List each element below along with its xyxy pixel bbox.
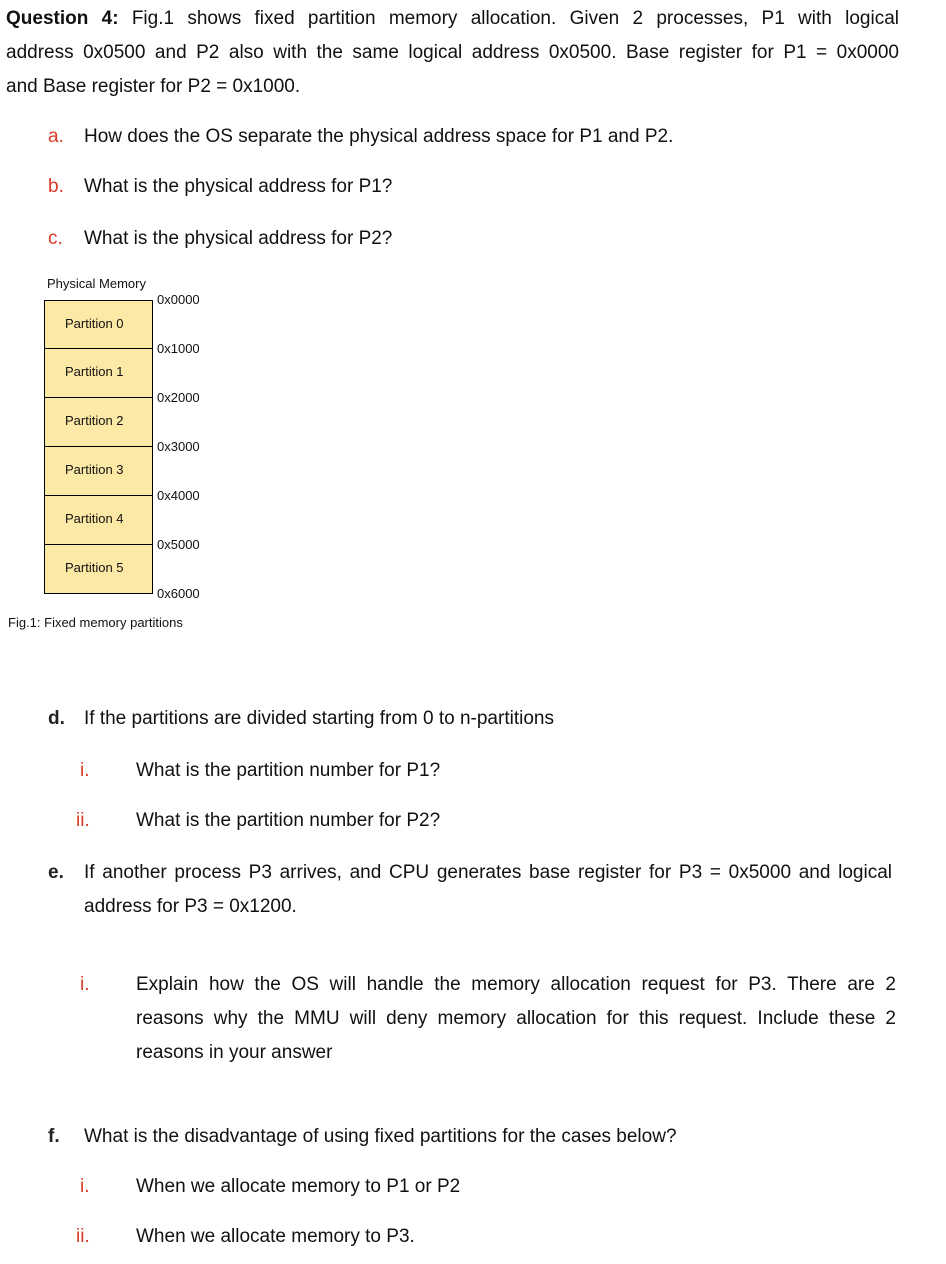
address-label: 0x0000 [157,292,200,307]
partition-3: Partition 3 [44,447,153,496]
question-label: Question 4: [6,8,119,29]
intro-line-2: address 0x0500 and P2 also with the same logical address 0x0500. Base register for P1 = 0x0000 [6,42,899,63]
part-e-marker: e. [48,862,64,883]
part-b-text: What is the physical address for P1? [84,176,393,197]
figure-title: Physical Memory [47,276,146,291]
figure-caption: Fig.1: Fixed memory partitions [8,615,183,630]
part-a-marker: a. [48,126,64,147]
part-f-ii-marker: ii. [76,1226,90,1247]
address-label: 0x5000 [157,537,200,552]
part-c-marker: c. [48,228,63,249]
part-f-marker: f. [48,1126,60,1147]
part-d-marker: d. [48,708,65,729]
part-d-i-marker: i. [80,760,90,781]
part-a-text: How does the OS separate the physical address space for P1 and P2. [84,126,674,147]
part-d-text: If the partitions are divided starting from 0 to n-partitions [84,708,554,729]
part-f-i-marker: i. [80,1176,90,1197]
address-label: 0x6000 [157,586,200,601]
part-f-text: What is the disadvantage of using fixed partitions for the cases below? [84,1126,677,1147]
address-label: 0x4000 [157,488,200,503]
part-e-i-marker: i. [80,974,90,995]
part-d-ii-marker: ii. [76,810,90,831]
question-intro [6,2,899,104]
part-f-i-text: When we allocate memory to P1 or P2 [136,1176,461,1197]
part-f-ii-text: When we allocate memory to P3. [136,1226,415,1247]
part-e-i-line-2: reasons why the MMU will deny memory allocation for this request. Include these 2 [136,1008,896,1029]
part-e-line-2: address for P3 = 0x1200. [84,896,297,917]
part-e-line-1: If another process P3 arrives, and CPU generates base register for P3 = 0x5000 and logical [84,862,892,883]
part-b-marker: b. [48,176,64,197]
address-label: 0x2000 [157,390,200,405]
partition-4: Partition 4 [44,496,153,545]
partition-1: Partition 1 [44,349,153,398]
partition-0: Partition 0 [44,300,153,349]
part-d-ii-text: What is the partition number for P2? [136,810,441,831]
partition-2: Partition 2 [44,398,153,447]
partition-5: Partition 5 [44,545,153,594]
part-e-text [84,856,892,924]
part-e-i-text [136,968,896,1070]
intro-line-1: Fig.1 shows fixed partition memory allocation. Given 2 processes, P1 with logical [131,8,900,29]
address-label: 0x1000 [157,341,200,356]
part-d-i-text: What is the partition number for P1? [136,760,441,781]
part-e-i-line-1: Explain how the OS will handle the memory allocation request for P3. There are 2 [136,974,896,995]
part-c-text: What is the physical address for P2? [84,228,393,249]
part-e-i-line-3: reasons in your answer [136,1042,333,1063]
address-label: 0x3000 [157,439,200,454]
intro-line-3: and Base register for P2 = 0x1000. [6,76,301,97]
